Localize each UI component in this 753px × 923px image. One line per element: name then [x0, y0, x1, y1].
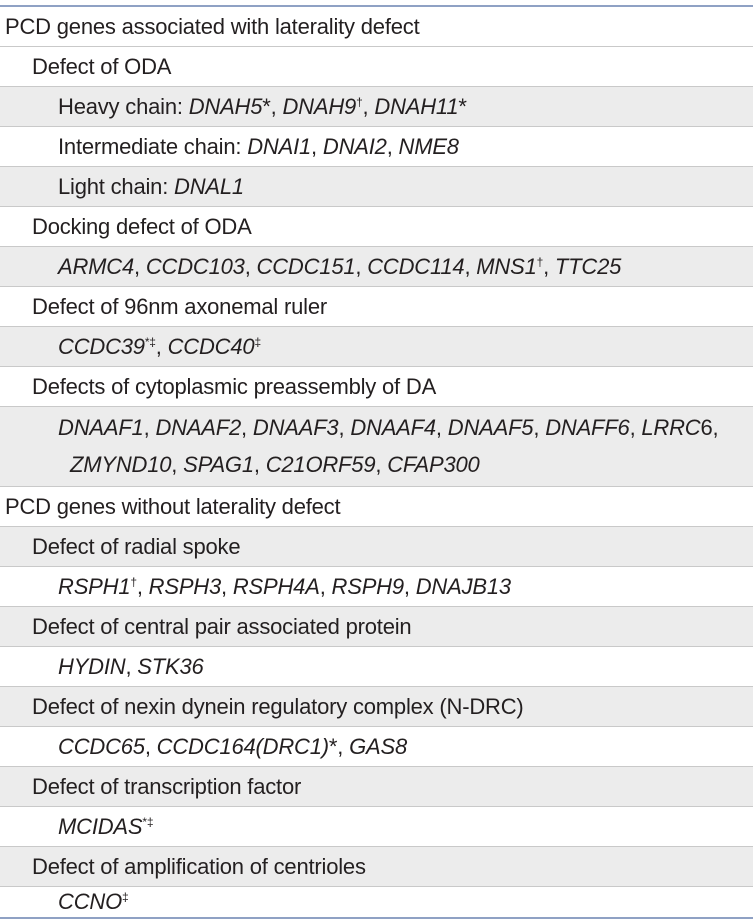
table-row	[0, 7, 753, 47]
subsection-heading: Defects of cytoplasmic preassembly of DA	[32, 373, 437, 399]
table-row	[0, 527, 753, 567]
table-row	[0, 167, 753, 207]
gene-list: CCDC39*‡, CCDC40‡	[58, 333, 261, 359]
gene-list: RSPH1†, RSPH3, RSPH4A, RSPH9, DNAJB13	[58, 573, 511, 599]
table-row	[0, 767, 753, 807]
table-row	[0, 847, 753, 887]
table-row	[0, 87, 753, 127]
table-row	[0, 47, 753, 87]
subsection-heading: Defect of nexin dynein regulatory complex (N-DRC)	[32, 693, 524, 719]
gene-list: HYDIN, STK36	[58, 653, 204, 679]
subsection-heading: Docking defect of ODA	[32, 213, 252, 239]
gene-list: CCDC65, CCDC164(DRC1)*, GAS8	[58, 733, 407, 759]
table-bottom-rule	[0, 917, 753, 919]
table-row	[0, 687, 753, 727]
section-heading: PCD genes associated with laterality defect	[5, 13, 420, 39]
gene-list-line-1: DNAAF1, DNAAF2, DNAAF3, DNAAF4, DNAAF5, DNAFF6, LRRC6,	[58, 415, 719, 440]
table-row	[0, 727, 753, 767]
section-heading: PCD genes without laterality defect	[5, 493, 341, 519]
table-row	[0, 607, 753, 647]
table-row	[0, 407, 753, 487]
table-row	[0, 887, 753, 917]
subsection-heading: Defect of amplification of centrioles	[32, 853, 366, 879]
table-row	[0, 367, 753, 407]
subsection-heading: Defect of transcription factor	[32, 773, 302, 799]
gene-list-line-2: ZMYND10, SPAG1, C21ORF59, CFAP300	[70, 452, 480, 477]
table-row	[0, 487, 753, 527]
subsection-heading: Defect of ODA	[32, 53, 172, 79]
table-row	[0, 127, 753, 167]
gene-list: CCNO‡	[58, 889, 129, 914]
gene-list: Intermediate chain: DNAI1, DNAI2, NME8	[58, 133, 459, 159]
subsection-heading: Defect of 96nm axonemal ruler	[32, 293, 328, 319]
gene-list: MCIDAS*‡	[58, 813, 154, 839]
gene-list: Light chain: DNAL1	[58, 173, 244, 199]
table-row	[0, 647, 753, 687]
table-row	[0, 287, 753, 327]
table-row	[0, 807, 753, 847]
table-row	[0, 327, 753, 367]
gene-list: ARMC4, CCDC103, CCDC151, CCDC114, MNS1†, TTC25	[58, 253, 622, 279]
gene-list: Heavy chain: DNAH5*, DNAH9†, DNAH11*	[58, 93, 467, 119]
gene-list	[58, 407, 718, 483]
table-row	[0, 567, 753, 607]
subsection-heading: Defect of radial spoke	[32, 533, 241, 559]
table-row	[0, 247, 753, 287]
table-row	[0, 207, 753, 247]
subsection-heading: Defect of central pair associated protein	[32, 613, 412, 639]
